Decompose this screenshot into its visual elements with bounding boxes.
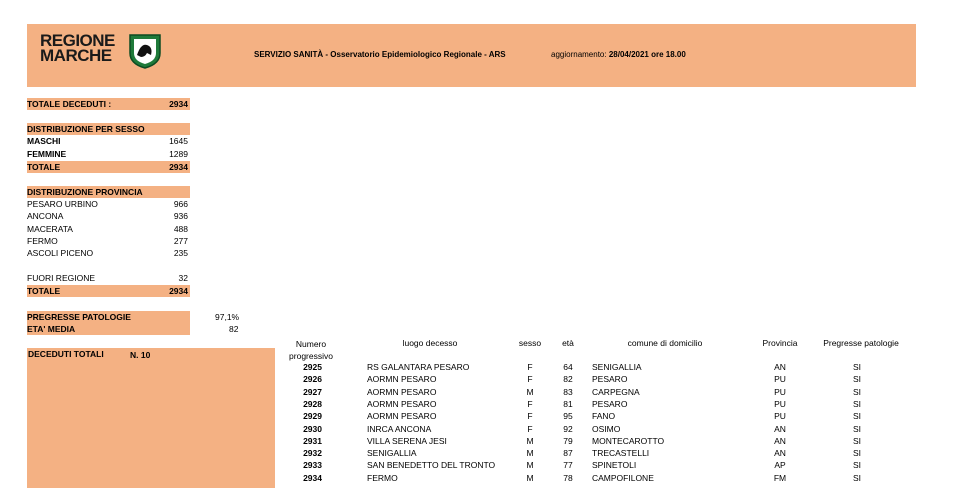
outside-region-value: 32 [178, 273, 188, 283]
cell-number: 2925 [303, 362, 322, 372]
cell-municipality: PESARO [592, 398, 628, 409]
province-label: FERMO [27, 236, 58, 246]
update-value: 28/04/2021 ore 18.00 [608, 50, 686, 59]
sex-total-row [27, 161, 190, 173]
sex-row-male [27, 135, 190, 147]
cell-sex: M [526, 448, 534, 459]
logo-line-1: REGIONE [40, 31, 115, 50]
cell-age: 92 [563, 423, 573, 434]
cell-province: AN [774, 362, 786, 372]
table-header-number: Numero progressivo [289, 339, 333, 361]
cell-place: AORMN PESARO [367, 374, 437, 385]
table-header-municipality: comune di domicilio [627, 338, 703, 348]
province-label: ANCONA [27, 211, 64, 221]
cell-number: 2928 [303, 398, 322, 409]
province-value: 488 [173, 224, 188, 234]
province-value: 966 [173, 199, 188, 209]
province-row [27, 223, 190, 235]
cell-place: VILLA SERENA JESI [367, 435, 447, 446]
cell-province: AN [774, 435, 786, 446]
cell-place: SENIGALLIA [367, 448, 417, 459]
cell-pathologies: SI [852, 435, 862, 446]
province-label: PESARO URBINO [27, 199, 98, 209]
total-deaths-row [27, 98, 190, 110]
cell-number: 2926 [303, 374, 322, 385]
cell-age: 83 [563, 386, 573, 397]
cell-pathologies: SI [852, 460, 862, 471]
table-header-province: Provincia [762, 338, 798, 348]
cell-municipality: SPINETOLI [592, 460, 637, 471]
cell-pathologies: SI [852, 386, 862, 397]
cell-municipality: FANO [592, 411, 616, 422]
update-label: aggiornamento: [551, 50, 609, 59]
sex-title: DISTRIBUZIONE PER SESSO [27, 124, 145, 134]
province-title-row [27, 186, 190, 198]
table-header-sex: sesso [518, 338, 542, 348]
cell-municipality: OSIMO [592, 423, 621, 434]
cell-province: PU [774, 411, 786, 422]
cell-municipality: CARPEGNA [592, 386, 640, 397]
cell-number: 2933 [303, 460, 322, 471]
age-value: 82 [229, 324, 239, 334]
table-header-pathologies: Pregresse patologie [823, 338, 899, 348]
cell-sex: M [526, 435, 534, 446]
province-row [27, 235, 190, 247]
cell-sex: F [527, 374, 533, 385]
sex-title-row [27, 123, 190, 135]
service-title: SERVIZIO SANITÀ - Osservatorio Epidemiologico Regionale - ARS [254, 50, 506, 59]
cell-place: AORMN PESARO [367, 386, 437, 397]
cell-municipality: SENIGALLIA [592, 362, 642, 372]
sex-label: FEMMINE [27, 149, 67, 159]
deaths-block [27, 348, 275, 488]
province-total-row [27, 285, 190, 297]
cell-age: 64 [563, 362, 573, 372]
pathology-row [27, 311, 190, 323]
sex-row-female [27, 148, 190, 160]
sex-label: MASCHI [27, 136, 61, 146]
update-info [551, 50, 686, 59]
cell-sex: F [527, 423, 533, 434]
cell-sex: M [526, 460, 534, 471]
sex-value: 1289 [169, 149, 188, 159]
province-row [27, 210, 190, 222]
cell-number: 2934 [303, 472, 322, 483]
cell-place: FERMO [367, 472, 398, 483]
province-row [27, 198, 190, 210]
cell-number: 2931 [303, 435, 322, 446]
pathology-label: PREGRESSE PATOLOGIE [27, 312, 131, 322]
age-row [27, 323, 190, 335]
cell-number: 2930 [303, 423, 322, 434]
cell-place: INRCA ANCONA [367, 423, 432, 434]
cell-place: RS GALANTARA PESARO [367, 362, 470, 372]
cell-municipality: PESARO [592, 374, 628, 385]
cell-province: AP [774, 460, 786, 471]
cell-sex: M [526, 472, 534, 483]
cell-place: AORMN PESARO [367, 398, 437, 409]
province-value: 277 [173, 236, 188, 246]
province-value: 936 [173, 211, 188, 221]
cell-age: 87 [563, 448, 573, 459]
province-total-label: TOTALE [27, 286, 61, 296]
cell-pathologies: SI [852, 411, 862, 422]
logo [40, 33, 115, 63]
logo-line-2: MARCHE [40, 46, 112, 65]
cell-municipality: CAMPOFILONE [592, 472, 654, 483]
cell-sex: F [527, 362, 533, 372]
province-value: 235 [173, 248, 188, 258]
cell-age: 81 [563, 398, 573, 409]
cell-number: 2927 [303, 386, 322, 397]
sex-value: 1645 [169, 136, 188, 146]
province-row [27, 247, 190, 259]
deaths-block-label: DECEDUTI TOTALI [28, 349, 104, 359]
cell-pathologies: SI [852, 398, 862, 409]
total-deaths-value: 2934 [169, 99, 188, 109]
cell-sex: F [527, 411, 533, 422]
cell-province: PU [774, 398, 786, 409]
cell-age: 77 [563, 460, 573, 471]
cell-pathologies: SI [852, 423, 862, 434]
outside-region-label: FUORI REGIONE [27, 273, 96, 283]
coat-of-arms-icon [127, 33, 163, 69]
cell-sex: F [527, 398, 533, 409]
cell-age: 78 [563, 472, 573, 483]
pathology-value: 97,1% [215, 312, 240, 322]
cell-pathologies: SI [852, 448, 862, 459]
age-label: ETA' MEDIA [27, 324, 76, 334]
cell-place: AORMN PESARO [367, 411, 437, 422]
province-total-value: 2934 [169, 286, 188, 296]
cell-province: PU [774, 374, 786, 385]
cell-pathologies: SI [852, 362, 862, 372]
cell-province: AN [774, 448, 786, 459]
total-deaths-label: TOTALE DECEDUTI : [27, 99, 112, 109]
sex-total-label: TOTALE [27, 162, 61, 172]
cell-municipality: TRECASTELLI [592, 448, 650, 459]
table-header-age: età [562, 338, 574, 348]
table-header-place: luogo decesso [402, 338, 458, 348]
cell-pathologies: SI [852, 472, 862, 483]
deaths-block-count: N. 10 [130, 350, 151, 360]
cell-place: SAN BENEDETTO DEL TRONTO [367, 460, 496, 471]
cell-municipality: MONTECAROTTO [592, 435, 665, 446]
outside-region-row [27, 272, 190, 284]
cell-province: AN [774, 423, 786, 434]
cell-province: PU [774, 386, 786, 397]
cell-age: 82 [563, 374, 573, 385]
cell-number: 2932 [303, 448, 322, 459]
province-label: MACERATA [27, 224, 73, 234]
cell-pathologies: SI [852, 374, 862, 385]
province-title: DISTRIBUZIONE PROVINCIA [27, 187, 143, 197]
cell-sex: M [526, 386, 534, 397]
cell-age: 79 [563, 435, 573, 446]
cell-number: 2929 [303, 411, 322, 422]
province-label: ASCOLI PICENO [27, 248, 94, 258]
sex-total-value: 2934 [169, 162, 188, 172]
cell-province: FM [773, 472, 787, 483]
cell-age: 95 [563, 411, 573, 422]
